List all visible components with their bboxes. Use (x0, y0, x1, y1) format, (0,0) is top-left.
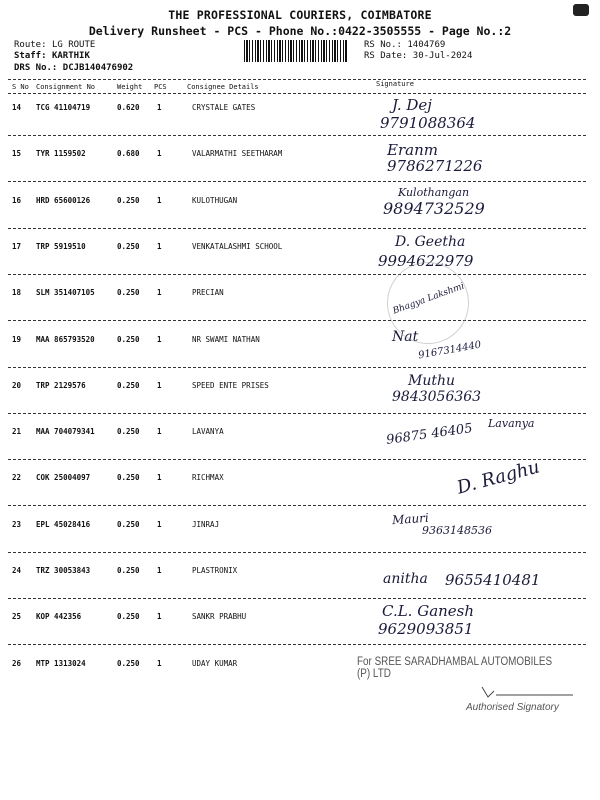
table-row (0, 234, 600, 286)
row-consignee: KULOTHUGAN (192, 196, 238, 205)
row-consignment-no: KOP 442356 (36, 612, 82, 621)
row-sno: 25 (12, 612, 22, 621)
rs-no-label: RS No.: (364, 40, 402, 50)
row-consignment-no: MAA 865793520 (36, 335, 95, 344)
row-pcs: 1 (157, 566, 162, 575)
row-sno: 17 (12, 242, 22, 251)
row-weight: 0.250 (117, 242, 140, 251)
row-consignee: RICHMAX (192, 473, 224, 482)
row-signature-name: C.L. Ganesh (382, 602, 475, 620)
row-consignment-no: TYR 1159502 (36, 149, 86, 158)
row-signature-name: Nat (392, 329, 419, 345)
row-weight: 0.250 (117, 659, 140, 668)
drs-info (14, 63, 133, 73)
row-divider (8, 644, 586, 645)
row-consignment-no: SLM 351407105 (36, 288, 95, 297)
row-pcs: 1 (157, 103, 162, 112)
row-signature-phone: 9167314440 (417, 339, 483, 362)
row-signature-phone: 9363148536 (422, 524, 492, 537)
col-signature: Signature (376, 80, 414, 88)
row-pcs: 1 (157, 659, 162, 668)
row-consignee: NR SWAMI NATHAN (192, 335, 260, 344)
row-consignment-no: TRP 5919510 (36, 242, 86, 251)
col-pcs: PCS (154, 83, 167, 91)
company-title: THE PROFESSIONAL COURIERS, COIMBATORE (168, 8, 432, 22)
route-info (14, 40, 95, 50)
table-row (0, 96, 600, 147)
staff-value: KARTHIK (51, 51, 90, 61)
row-signature-name: J. Dej (392, 96, 432, 114)
row-weight: 0.250 (117, 427, 140, 436)
row-divider (8, 228, 586, 229)
row-sno: 24 (12, 566, 22, 575)
drs-value: DCJB140476902 (62, 63, 134, 73)
drs-label: DRS No.: (14, 63, 58, 73)
row-pcs: 1 (157, 520, 162, 529)
row-pcs: 1 (157, 427, 162, 436)
table-row (0, 602, 600, 656)
rs-no-info (364, 40, 445, 50)
row-divider (8, 135, 586, 136)
row-consignment-no: MAA 704079341 (36, 427, 95, 436)
row-weight: 0.620 (117, 103, 140, 112)
row-consignment-no: EPL 45028416 (36, 520, 91, 529)
row-consignment-no: MTP 1313024 (36, 659, 86, 668)
row-signature-name: Lavanya (488, 417, 535, 430)
row-sno: 23 (12, 520, 22, 529)
row-pcs: 1 (157, 335, 162, 344)
row-consignee: VENKATALASHMI SCHOOL (192, 242, 283, 251)
row-weight: 0.250 (117, 381, 140, 390)
col-weight: Weight (117, 83, 143, 91)
barcode (244, 40, 348, 62)
row-divider (8, 274, 586, 275)
row-sno: 15 (12, 149, 22, 158)
row-weight: 0.250 (117, 566, 140, 575)
row-pcs: 1 (157, 473, 162, 482)
row-weight: 0.250 (117, 196, 140, 205)
row-sno: 26 (12, 659, 22, 668)
row-consignee: PRECIAN (192, 288, 224, 297)
row-signature-name: Bhagya Lakshmi (391, 281, 466, 317)
col-sno: S No (12, 83, 29, 91)
row-consignee: PLASTRONIX (192, 566, 238, 575)
row-weight: 0.250 (117, 288, 140, 297)
header-divider-top (8, 79, 586, 80)
row-consignee: SANKR PRABHU (192, 612, 247, 621)
row-sno: 14 (12, 103, 22, 112)
row-divider (8, 181, 586, 182)
row-signature-phone: 9786271226 (387, 157, 483, 175)
row-weight: 0.250 (117, 335, 140, 344)
row-signature-phone: 9791088364 (380, 114, 476, 132)
row-divider (8, 413, 586, 414)
row-pcs: 1 (157, 288, 162, 297)
row-pcs: 1 (157, 149, 162, 158)
authorised-signature-scribble (478, 683, 578, 703)
table-row (0, 456, 600, 517)
row-sno: 19 (12, 335, 22, 344)
row-divider (8, 320, 586, 321)
row-consignment-no: TRP 2129576 (36, 381, 86, 390)
row-pcs: 1 (157, 612, 162, 621)
row-consignee: JINRAJ (192, 520, 220, 529)
table-row (0, 141, 600, 193)
row-consignee: CRYSTALE GATES (192, 103, 256, 112)
row-consignee: VALARMATHI SEETHARAM (192, 149, 283, 158)
row-signature-name: Muthu (408, 373, 456, 389)
row-pcs: 1 (157, 242, 162, 251)
row-pcs: 1 (157, 381, 162, 390)
row-consignment-no: HRD 65600126 (36, 196, 91, 205)
row-divider (8, 598, 586, 599)
row-weight: 0.250 (117, 473, 140, 482)
staff-info (14, 51, 90, 61)
row-signature-name: anitha (383, 571, 428, 587)
row-weight: 0.250 (117, 612, 140, 621)
company-stamp: For SREE SARADHAMBAL AUTOMOBILES (P) LTD (357, 656, 553, 680)
row-signature-phone: 9629093851 (378, 620, 474, 638)
route-label: Route: (14, 40, 47, 50)
row-consignee: UDAY KUMAR (192, 659, 238, 668)
row-divider (8, 505, 586, 506)
row-signature-phone: 9994622979 (378, 252, 474, 270)
row-sno: 18 (12, 288, 22, 297)
row-consignment-no: COK 25004097 (36, 473, 91, 482)
table-row (0, 186, 600, 240)
col-consignee: Consignee Details (187, 83, 259, 91)
header-divider-bottom (8, 93, 586, 94)
row-signature-phone: 9894732529 (383, 199, 485, 218)
row-pcs: 1 (157, 196, 162, 205)
table-row (0, 329, 600, 379)
row-signature-name: D. Geetha (395, 234, 466, 250)
rs-date-value: 30-Jul-2024 (412, 51, 473, 61)
row-consignee: SPEED ENTE PRISES (192, 381, 269, 390)
row-consignment-no: TRZ 30053843 (36, 566, 91, 575)
row-divider (8, 459, 586, 460)
row-sno: 22 (12, 473, 22, 482)
row-consignee: LAVANYA (192, 427, 224, 436)
table-row (0, 510, 600, 564)
row-signature-phone: 9655410481 (445, 571, 541, 589)
authorised-signatory: Authorised Signatory (466, 702, 559, 713)
row-signature-name: D. Raghu (454, 456, 542, 499)
table-row (0, 281, 600, 332)
rs-no-value: 1404769 (407, 40, 446, 50)
runsheet-subtitle: Delivery Runsheet - PCS - Phone No.:0422-3505555 - Page No.:2 (88, 24, 512, 38)
row-signature-name: Mauri (391, 510, 430, 528)
col-consignment: Consignment No (36, 83, 96, 91)
row-signature-name: Eranm (387, 141, 438, 159)
rubber-stamp-seal (387, 262, 469, 344)
row-sno: 20 (12, 381, 22, 390)
row-sno: 21 (12, 427, 22, 436)
row-weight: 0.680 (117, 149, 140, 158)
row-sno: 16 (12, 196, 22, 205)
row-divider (8, 367, 586, 368)
row-signature-phone: 96875 46405 (385, 421, 474, 448)
row-signature-phone: 9843056363 (392, 389, 482, 405)
staff-label: Staff: (14, 51, 47, 61)
row-weight: 0.250 (117, 520, 140, 529)
route-value: LG ROUTE (51, 40, 96, 50)
rs-date-label: RS Date: (364, 51, 408, 61)
table-row (0, 566, 600, 610)
row-signature-name: Kulothangan (398, 186, 470, 199)
row-consignment-no: TCG 41104719 (36, 103, 91, 112)
rs-date-info (364, 51, 472, 61)
row-divider (8, 552, 586, 553)
